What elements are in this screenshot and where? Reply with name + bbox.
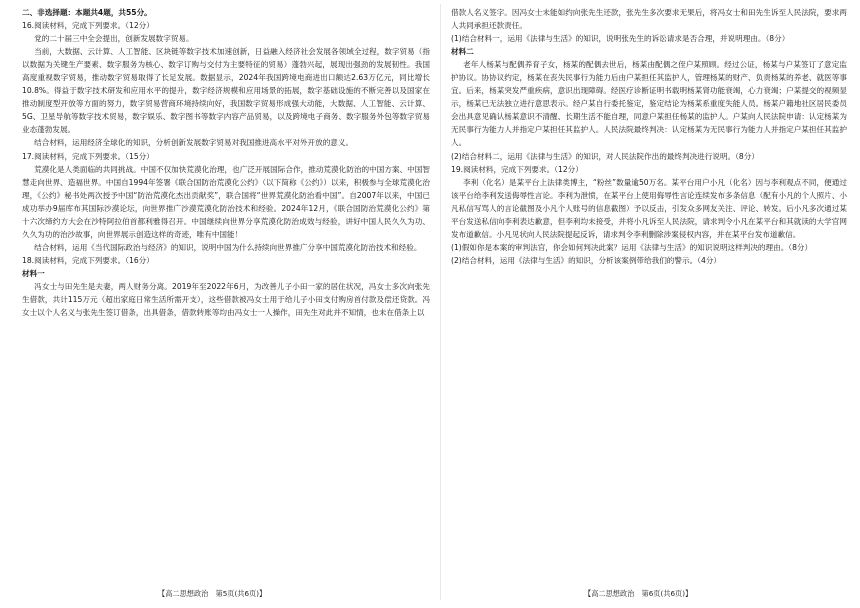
q18-sub1: (1)结合材料一，运用《法律与生活》的知识，说明张先生的诉讼请求是否合理，并说明理由。（8分）: [451, 34, 790, 44]
q16-task: 结合材料，运用经济全球化的知识，分析创新发展数字贸易对我国推进高水平对外开放的意义。: [34, 138, 354, 148]
right-page: [451, 6, 847, 267]
q18-material-one: 冯女士与田先生是夫妻，两人财务分离。2019年至2022年6月，为改善儿子小田一家的居住状况，冯女士多次向张先生借款，共计115万元（超出家庭日常生活所需开支），这些借款被冯女士用于给儿子小田支付购房首付款及偿还贷款。冯女士以个人名义与张先生签订借条，出具借条，借款转账等均由冯女士一人操作，田先生对此并不知情，也未在借条上以: [22, 281, 430, 318]
footer-left: 【高二思想政治 第5页(共6页)】: [158, 589, 267, 598]
q17-material: 荒漠化是人类面临的共同挑战。中国不仅加快荒漠化治理，也广泛开展国际合作，推动荒漠化防治的中国方案、中国智慧走向世界、造福世界。中国自1994年签署《联合国防治荒漠化公约》（以下简称《公约》）以来，积极参与全球荒漠化治理，《公约》秘书处两次授予中国“防治荒漠化杰出贡献奖”，联合国将“世界荒漠化防治看中国”。自2007年以来，中国已成功举办9届库布其国际沙漠论坛，向世界推广沙漠荒漠化防治技术和经验。2024年12月，《联合国防治荒漠化公约》第十六次缔约方大会在沙特阿拉伯首都利雅得召开。中国继续向世界分享荒漠化防治成效与经验，讲好中国人民久久为功、久久为功的治沙故事，向世界展示创造这样的奇迹，唯有中国能！: [22, 164, 430, 239]
q19-sub1: (1)假如你是本案的审判法官，你会如何判决此案？运用《法律与生活》的知识说明这样判决的理由。（8分）: [451, 242, 813, 252]
q19-material: 李利（化名）是某平台上法律类博主，“粉丝”数量逾50万名。某平台用户小凡（化名）因与李利观点不同，便通过该平台给李利发送侮辱性言论。李利为泄愤，在某平台上使用侮辱性言论连续发布多条信息（配有小凡的个人照片、小凡私信写骂人的言论截图及小凡个人账号的信息截图）予以反击，引发众多网友关注、评论、转发。后小凡多次通过某平台发送私信向李利表达歉意，但李利均未接受，并将小凡诉至人民法院，请求判令小凡在某平台和其就读的大学官网发布道歉信。小凡见状向人民法院提起反诉，请求判令李利删除涉案侵权内容，并在某平台发布道歉信。: [451, 177, 847, 239]
page-divider: [440, 4, 441, 600]
q18-stem: 18.阅读材料，完成下列要求。（16分）: [22, 255, 154, 265]
q18-material-two: 老年人杨某与配偶养育子女，杨某的配偶去世后，杨某由配偶之侄户某照顾。经过公证，杨某与户某签订了意定监护协议。协协议约定，杨某在丧失民事行为能力后由户某担任其监护人，管理杨某的财产、负责杨某的养老、就医等事宜。后来，杨某突发严重疾病，意识出现障碍。经医疗诊断证明书载明杨某肾功能衰竭，心力衰竭；户某提交的视频显示，杨某已无法独立进行意思表示。经户某自行委托鉴定，鉴定结论为杨某系重度失能人员。杨某户籍地社区居民委员会出具意见确认杨某意识不清醒、长期生活不能自理，同意户某担任杨某的监护人。户某向人民法院申请：认定杨某为无民事行为能力人并指定户某担任其监护人。人民法院最终判决：认定杨某为无民事行为能力人并指定户某担任其监护人。: [451, 60, 847, 148]
left-page: [22, 6, 430, 319]
q19-sub2: (2)结合材料，运用《法律与生活》的知识，分析该案例带给我们的警示。（4分）: [451, 255, 721, 265]
q18-material-one-cont: 借款人名义签字。因冯女士未能如约向张先生还款，张先生多次要求无果后，将冯女士和田先生诉至人民法院，要求两人共同承担还款责任。: [451, 8, 847, 31]
q17-task: 结合材料，运用《当代国际政治与经济》的知识，说明中国为什么持续向世界推广分享中国荒漠化防治技术和经验。: [34, 242, 422, 252]
q16-stem: 16.阅读材料，完成下列要求。（12分）: [22, 21, 154, 31]
section-title: 二、非选择题：本题共4题，共55分。: [22, 8, 152, 17]
q16-title: 党的二十届三中全会提出，创新发展数字贸易。: [34, 34, 194, 44]
footer-right: 【高二思想政治 第6页(共6页)】: [584, 589, 693, 598]
q17-stem: 17.阅读材料，完成下列要求。（15分）: [22, 151, 154, 161]
q18-sub2: (2)结合材料二，运用《法律与生活》的知识，对人民法院作出的最终判决进行说明。（8分）: [451, 151, 759, 161]
q19-stem: 19.阅读材料，完成下列要求。（12分）: [451, 164, 583, 174]
q18-material-two-label: 材料二: [451, 47, 474, 57]
q16-material: 当前，大数据、云计算、人工智能、区块链等数字技术加速创新，日益融入经济社会发展各领域全过程，数字贸易（指以数据为关键生产要素、数字服务为核心、数字订购与交付为主要特征的贸易）蓬勃兴起，展现出强劲的发展韧性。我国高度重视数字贸易，推动数字贸易取得了长足发展。数据显示，2024年我国跨境电商进出口额达2.63万亿元，同比增长10.8%。得益于数字技术研发和应用水平的提升，数字经济规模和应用场景的拓展，数字基础设施的不断完善以及国家在推动制度型开放等方面的努力，数字贸易营商环境持续向好，我国数字贸易形成强大动能，大数据、人工智能、云计算、5G、卫星导航等数字技术贸易，数字娱乐、数字图书等数字内容产品贸易，以及跨境电子商务、数字服务外包等数字贸易业态蓬勃发展。: [22, 47, 430, 135]
q18-material-one-label: 材料一: [22, 268, 45, 278]
